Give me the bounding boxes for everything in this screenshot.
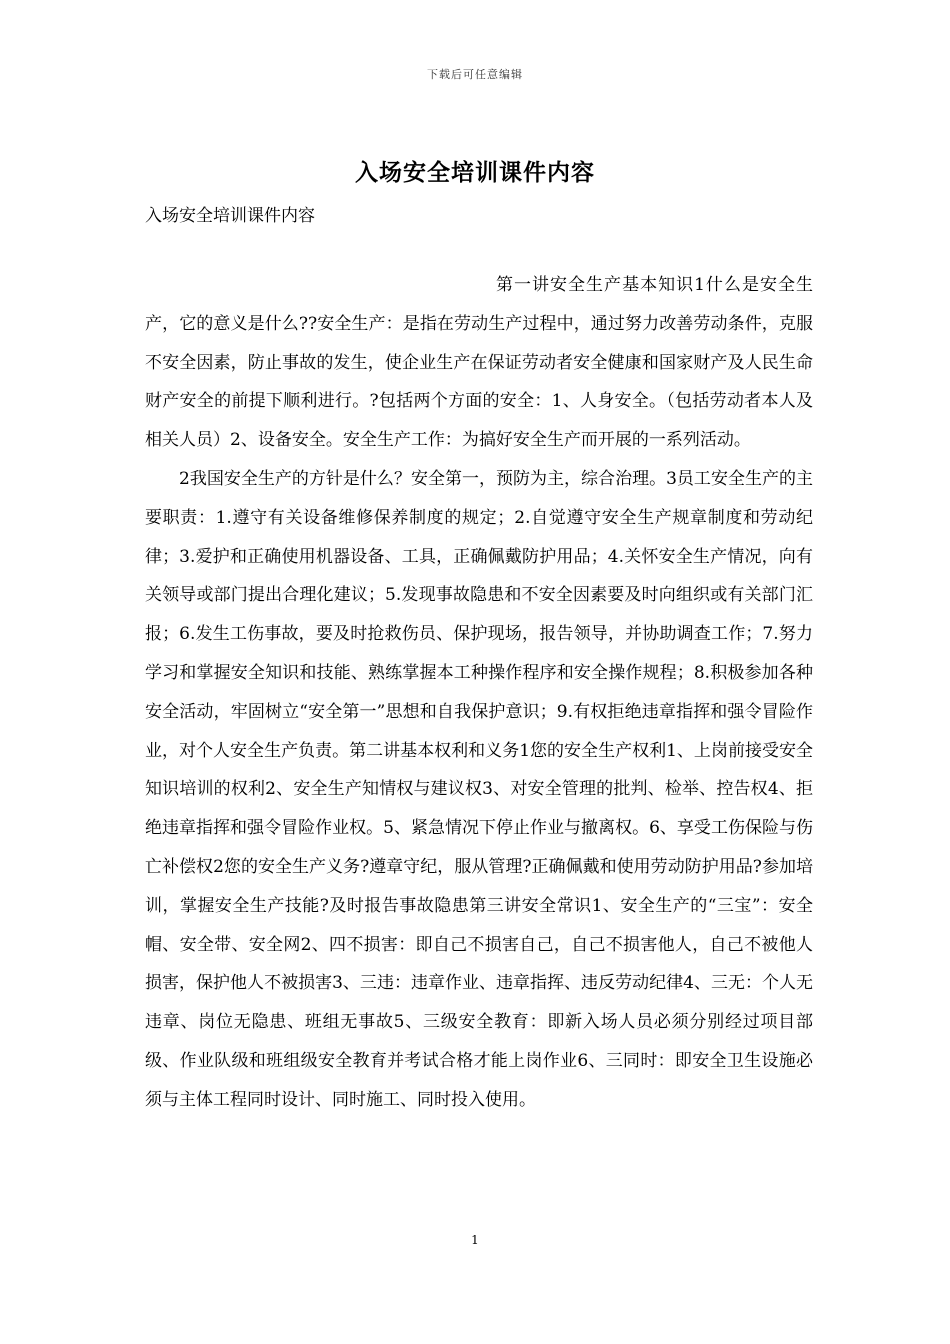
document-subtitle: 入场安全培训课件内容 (145, 206, 315, 226)
document-body (145, 266, 813, 1120)
header-note: 下载后可任意编辑 (427, 68, 523, 81)
paragraph-policy-and-duties: 2我国安全生产的方针是什么？安全第一，预防为主，综合治理。3员工安全生产的主要职责：1.遵守有关设备维修保养制度的规定；2.自觉遵守安全生产规章制度和劳动纪律；3.爱护和正确使用机器设备、工具，正确佩戴防护用品；4.关怀安全生产情况，向有关领导或部门提出合理化建议；5.发现事故隐患和不安全因素要及时向组织或有关部门汇报；6.发生工伤事故，要及时抢救伤员、保护现场，报告领导，并协助调查工作；7.努力学习和掌握安全知识和技能、熟练掌握本工种操作程序和安全操作规程；8.积极参加各种安全活动，牢固树立“安全第一”思想和自我保护意识；9.有权拒绝违章指挥和强令冒险作业，对个人安全生产负责。第二讲基本权利和义务1您的安全生产权利1、上岗前接受安全知识培训的权利2、安全生产知情权与建议权3、对安全管理的批判、检举、控告权4、拒绝违章指挥和强令冒险作业权。5、紧急情况下停止作业与撤离权。6、享受工伤保险与伤亡补偿权2您的安全生产义务?遵章守纪，服从管理?正确佩戴和使用劳动防护用品?参加培训，掌握安全生产技能?及时报告事故隐患第三讲安全常识1、安全生产的“三宝”：安全帽、安全带、安全网2、四不损害：即自己不损害自己，自己不损害他人，自己不被他人损害，保护他人不被损害3、三违：违章作业、违章指挥、违反劳动纪律4、三无：个人无违章、岗位无隐患、班组无事故5、三级安全教育：即新入场人员必须分别经过项目部级、作业队级和班组级安全教育并考试合格才能上岗作业6、三同时：即安全卫生设施必须与主体工程同时设计、同时施工、同时投入使用。 (145, 468, 813, 1110)
document-title: 入场安全培训课件内容 (355, 159, 595, 186)
paragraph-lecture-one: 第一讲安全生产基本知识1什么是安全生产，它的意义是什么??安全生产：是指在劳动生产过程中，通过努力改善劳动条件，克服不安全因素，防止事故的发生，使企业生产在保证劳动者安全健康和国家财产及人民生命财产安全的前提下顺利进行。?包括两个方面的安全：1、人身安全。（包括劳动者本人及相关人员）2、设备安全。安全生产工作：为搞好安全生产而开展的一系列活动。 (145, 275, 813, 451)
page-number: 1 (471, 1233, 479, 1247)
